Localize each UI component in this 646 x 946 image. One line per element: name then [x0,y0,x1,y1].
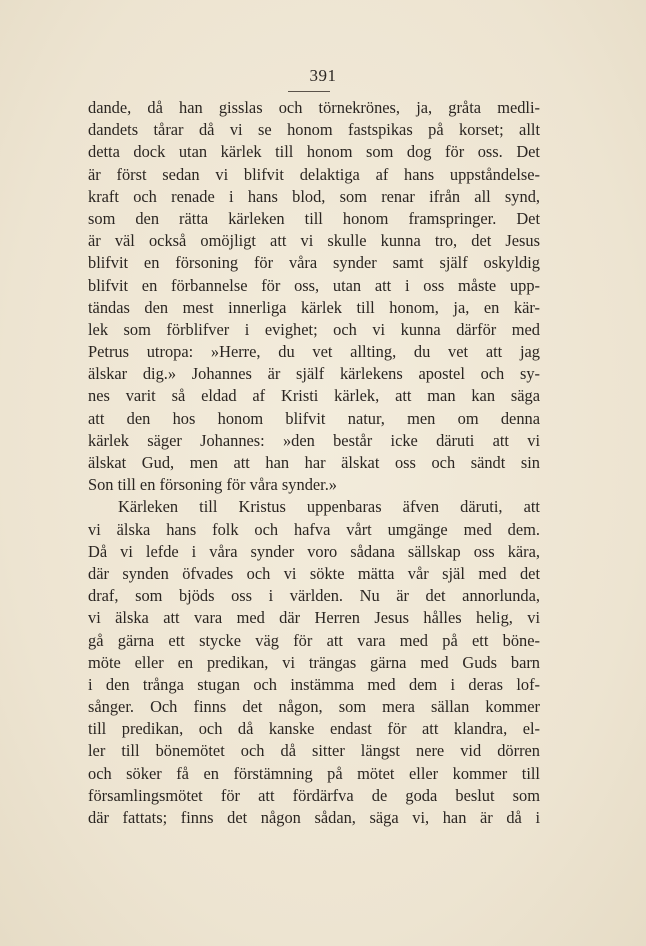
text-line: i den trånga stugan och instämma med dem i deras lof- [88,674,540,694]
text-line: tändas den mest innerliga kärlek till honom, ja, en kär- [88,297,540,317]
text-line: älskar dig.» Johannes är själf kärlekens apostel och sy- [88,364,540,384]
text-line: vi älska att vara med där Herren Jesus hålles helig, vi [88,608,540,628]
text-line: lek som förblifver i evighet; och vi kunna därför med [88,319,540,339]
text-line: gå gärna ett stycke väg för att vara med på ett böne- [88,630,540,650]
text-line: detta dock utan kärlek till honom som dog för oss. Det [88,142,540,162]
text-line: dandets tårar då vi se honom fastspikas på korset; allt [88,120,540,140]
text-line: kraft och renade i hans blod, som renar ifrån all synd, [88,186,540,206]
text-line: där fattats; finns det någon sådan, säga vi, han är då i [88,808,540,827]
text-line: är väl också omöjligt att vi skulle kunna tro, det Jesus [88,231,540,251]
text-line: ler till bönemötet och då sitter längst nere vid dörren [88,741,540,761]
text-line: draf, som bjöds oss i världen. Nu är det annorlunda, [88,586,540,606]
page-number: 391 [309,66,337,85]
text-line: som den rätta kärleken till honom framspringer. Det [88,208,540,228]
text-line: Son till en försoning för våra synder.» [88,475,338,495]
text-line: nes varit så eldad af Kristi kärlek, att man kan säga [88,386,540,406]
text-line: är först sedan vi blifvit delaktiga af hans uppståndelse- [88,164,540,184]
text-line: där synden öfvades och vi sökte mätta vår själ med det [88,563,540,583]
text-line: kärlek säger Johannes: »den består icke däruti att vi [88,430,540,450]
text-line: blifvit en försoning för våra synder samt själf oskyldig [88,253,540,273]
text-line: möte eller en predikan, vi trängas gärna med Guds barn [88,652,540,672]
body-text [88,97,540,829]
text-line: Då vi lefde i våra synder voro sådana sällskap oss kära, [88,541,540,561]
text-line: dande, då han gisslas och törnekrönes, ja, gråta medli- [88,98,540,117]
text-line: vi älska hans folk och hafva vårt umgänge med dem. [88,519,540,539]
text-line: sånger. Och finns det någon, som mera sällan kommer [88,697,540,717]
text-line: att den hos honom blifvit natur, men om denna [88,408,540,428]
text-line: församlingsmötet för att fördärfva de goda beslut som [88,785,540,805]
page-number-rule [288,91,330,92]
text-line: till predikan, och då kanske endast för att klandra, el- [88,719,540,739]
text-line: och söker få en förstämning på mötet eller kommer till [88,763,540,783]
paragraph-start-line: Kärleken till Kristus uppenbaras äfven däruti, att [118,497,540,517]
text-line: älskat Gud, men att han har älskat oss och sändt sin [88,453,540,472]
text-line: blifvit en förbannelse för oss, utan att i oss måste upp- [88,275,540,295]
text-line: Petrus utropa: »Herre, du vet allting, du vet att jag [88,342,540,362]
